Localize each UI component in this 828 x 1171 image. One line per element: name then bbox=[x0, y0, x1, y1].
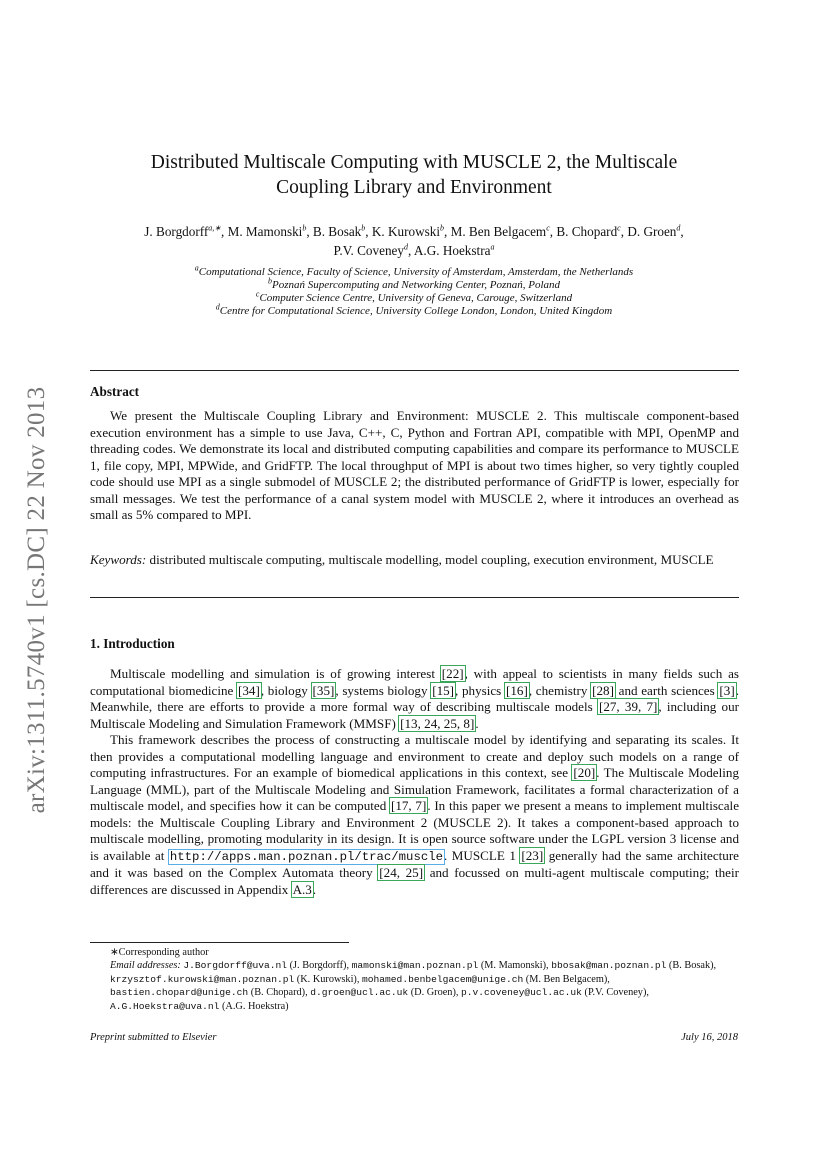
email-addresses: Email addresses: J.Borgdorff@uva.nl (J. Borgdorff), mamonski@man.poznan.pl (M. Mamonski), bbosak@man.poznan.pl (B. Bosak), krzysztof.kurowski@man.poznan.pl (K. Kurowski), mohamed.benbelgacem@unige.ch (M. Ben Belgacem), bastien.chopard@unige.ch (B. Chopard), d.groen@ucl.ac.uk (D. Groen), p.v.coveney@ucl.ac.uk (P.V. Coveney), A.G.Hoekstra@uva.nl (A.G. Hoekstra) bbox=[110, 960, 717, 1012]
affiliation-mark: c bbox=[255, 289, 260, 299]
author-name: D. Groen$^d$ bbox=[627, 223, 681, 239]
title-line-2: Coupling Library and Environment bbox=[276, 177, 552, 198]
author-affiliation-mark: b bbox=[361, 223, 366, 233]
citation-link[interactable]: [20] bbox=[573, 765, 596, 780]
author-list: J. Borgdorff$^{a,∗}$, M. Mamonski$^b$, B. Bosak$^b$, K. Kurowski$^b$, M. Ben Belgacem$^c$, B. Chopard$^c$, D. Groen$^d$, P.V. Coveney$^d$, A.G. Hoekstra$^a$ bbox=[144, 223, 684, 258]
citation-link[interactable]: [35] bbox=[312, 682, 335, 698]
author-affiliation-mark: c bbox=[617, 223, 621, 233]
affiliation-text: Centre for Computational Science, University College London, London, United Kingdom bbox=[219, 305, 613, 317]
author-affiliation-mark: b bbox=[302, 223, 307, 233]
author-name: M. Ben Belgacem$^c$ bbox=[450, 223, 550, 239]
citation-link[interactable]: [24, 25] bbox=[379, 865, 424, 880]
author-affiliation-mark: a,∗ bbox=[208, 223, 221, 233]
arxiv-stamp bbox=[20, 360, 54, 840]
citation-link[interactable]: [28] bbox=[592, 682, 614, 698]
affiliation-list bbox=[90, 263, 738, 318]
affiliation-mark: a bbox=[194, 263, 199, 273]
url-link[interactable]: http://apps.man.poznan.pl/trac/muscle bbox=[169, 849, 443, 864]
citation-link[interactable]: [34] bbox=[238, 682, 260, 698]
paper-title bbox=[90, 150, 738, 200]
author-affiliation-mark: d bbox=[676, 223, 681, 233]
author-name: P.V. Coveney$^d$ bbox=[333, 242, 409, 258]
email-link[interactable]: p.v.coveney@ucl.ac.uk bbox=[461, 987, 582, 999]
author-name: B. Bosak$^b$ bbox=[312, 223, 366, 239]
citation-link[interactable]: [27, 39, 7] bbox=[598, 699, 658, 714]
affiliation bbox=[90, 289, 738, 305]
abstract-body: We present the Multiscale Coupling Library and Environment: MUSCLE 2. This multiscale component-based execution environment has a simple to use Java, C++, C, Python and Fortran API, compatible with MPI, OpenMP and threading codes. We demonstrate its local and distributed computing capabilities and compare its performance to MUSCLE 1, file copy, MPI, MPWide, and GridFTP. The local throughput of MPI is about two times higher, so very tightly coupled code should use MPI as a single submodel of MUSCLE 2; the distributed performance of GridFTP is lower, especially for small messages. We test the performance of a canal system model with MUSCLE 2, where it introduces an overhead as small as 5% compared to MPI. bbox=[90, 408, 739, 522]
intro-paragraph-2: This framework describes the process of constructing a multiscale model by identifying and separating its scales. It then provides a computational modelling language and environment to create and deploy such models on a range of computing infrastructures. For an example of biomedical applications in this context, see [20]. The Multiscale Modeling Language (MML), part of the Multiscale Modeling and Simulation Framework, facilitates a formal characterization of a multiscale model, and specifies how it can be computed [17, 7]. In this paper we present a means to implement multiscale models: the Multiscale Coupling Library and Environment 2 (MUSCLE 2). It takes a component-based approach to multiscale modelling, promoting modularity in its design. It is open source software under the LGPL version 3 license and is available at http://apps.man.poznan.pl/trac/muscle. MUSCLE 1 [23] generally had the same architecture and it was based on the Complex Automata theory [24, 25] and focussed on multi-agent multiscale computing; their differences are discussed in Appendix A.3. bbox=[90, 732, 739, 897]
keywords bbox=[90, 552, 739, 569]
email-link[interactable]: bastien.chopard@unige.ch bbox=[110, 987, 249, 999]
footnote-rule bbox=[90, 942, 349, 943]
author-affiliation-mark: d bbox=[404, 242, 409, 252]
footnote bbox=[90, 946, 739, 1013]
keywords-label: Keywords: bbox=[90, 552, 147, 567]
email-link[interactable]: A.G.Hoekstra@uva.nl bbox=[110, 1000, 220, 1012]
author-name: J. Borgdorff$^{a,∗}$ bbox=[144, 223, 221, 239]
section-heading-introduction: 1. Introduction bbox=[90, 636, 175, 651]
citation-link[interactable]: [23] bbox=[521, 847, 544, 863]
citation-link[interactable]: [13, 24, 25, 8] bbox=[400, 715, 475, 731]
citation-link[interactable]: [3] bbox=[719, 682, 735, 698]
footer-date: July 16, 2018 bbox=[681, 1032, 738, 1043]
email-link[interactable]: bbosak@man.poznan.pl bbox=[551, 960, 667, 972]
citation-link[interactable]: [17, 7] bbox=[390, 798, 427, 813]
author-affiliation-mark: a bbox=[490, 242, 495, 252]
author-name: K. Kurowski$^b$ bbox=[371, 223, 445, 239]
keywords-text: distributed multiscale computing, multiscale modelling, model coupling, execution environment, MUSCLE bbox=[149, 552, 714, 567]
citation-link[interactable]: [15] bbox=[432, 682, 455, 698]
abstract-heading: Abstract bbox=[90, 384, 140, 399]
arxiv-id[interactable]: arXiv:1311.5740v1 [cs.DC] 22 Nov 2013 bbox=[23, 386, 50, 814]
abstract-bottom-rule bbox=[90, 597, 739, 598]
introduction-body bbox=[90, 666, 739, 898]
email-link[interactable]: krzysztof.kurowski@man.poznan.pl bbox=[110, 973, 295, 985]
corresponding-author-note: ∗Corresponding author bbox=[110, 947, 209, 958]
preprint-notice: Preprint submitted to Elsevier bbox=[90, 1032, 217, 1043]
affiliation bbox=[90, 276, 738, 292]
title-line-1: Distributed Multiscale Computing with MUSCLE 2, the Multiscale bbox=[150, 152, 678, 173]
citation-link[interactable]: A.3 bbox=[292, 881, 312, 897]
affiliation-mark: d bbox=[215, 302, 220, 312]
email-link[interactable]: d.groen@ucl.ac.uk bbox=[310, 987, 409, 999]
affiliation bbox=[90, 302, 738, 318]
affiliation-text: Poznań Supercomputing and Networking Center, Poznań, Poland bbox=[271, 279, 561, 291]
citation-link[interactable]: [16] bbox=[505, 682, 528, 698]
email-label: Email addresses: bbox=[110, 960, 184, 972]
abstract-top-rule bbox=[90, 370, 739, 371]
intro-paragraph-1: Multiscale modelling and simulation is of growing interest [22], with appeal to scientists in many fields such as computational biomedicine [34], biology [35], systems biology [15], physics [16], chemistry [28] and earth sciences [3]. Meanwhile, there are efforts to provide a more formal way of describing multiscale models [27, 39, 7], including our Multiscale Modeling and Simulation Framework (MMSF) [13, 24, 25, 8]. bbox=[90, 666, 740, 731]
citation-link[interactable]: [22] bbox=[441, 666, 464, 681]
affiliation-mark: b bbox=[267, 276, 272, 286]
author-name: B. Chopard$^c$ bbox=[556, 223, 621, 239]
email-link[interactable]: mamonski@man.poznan.pl bbox=[351, 960, 479, 972]
author-name: M. Mamonski$^b$ bbox=[227, 223, 307, 239]
affiliation bbox=[90, 263, 738, 279]
affiliation-text: Computational Science, Faculty of Science, University of Amsterdam, Amsterdam, the Netherlands bbox=[198, 266, 634, 278]
affiliation-text: Computer Science Centre, University of Geneva, Carouge, Switzerland bbox=[259, 292, 573, 304]
author-affiliation-mark: b bbox=[440, 223, 445, 233]
author-name: A.G. Hoekstra$^a$ bbox=[413, 242, 495, 258]
email-link[interactable]: J.Borgdorff@uva.nl bbox=[183, 960, 288, 972]
email-link[interactable]: mohamed.benbelgacem@unige.ch bbox=[362, 973, 524, 985]
author-affiliation-mark: c bbox=[546, 223, 550, 233]
